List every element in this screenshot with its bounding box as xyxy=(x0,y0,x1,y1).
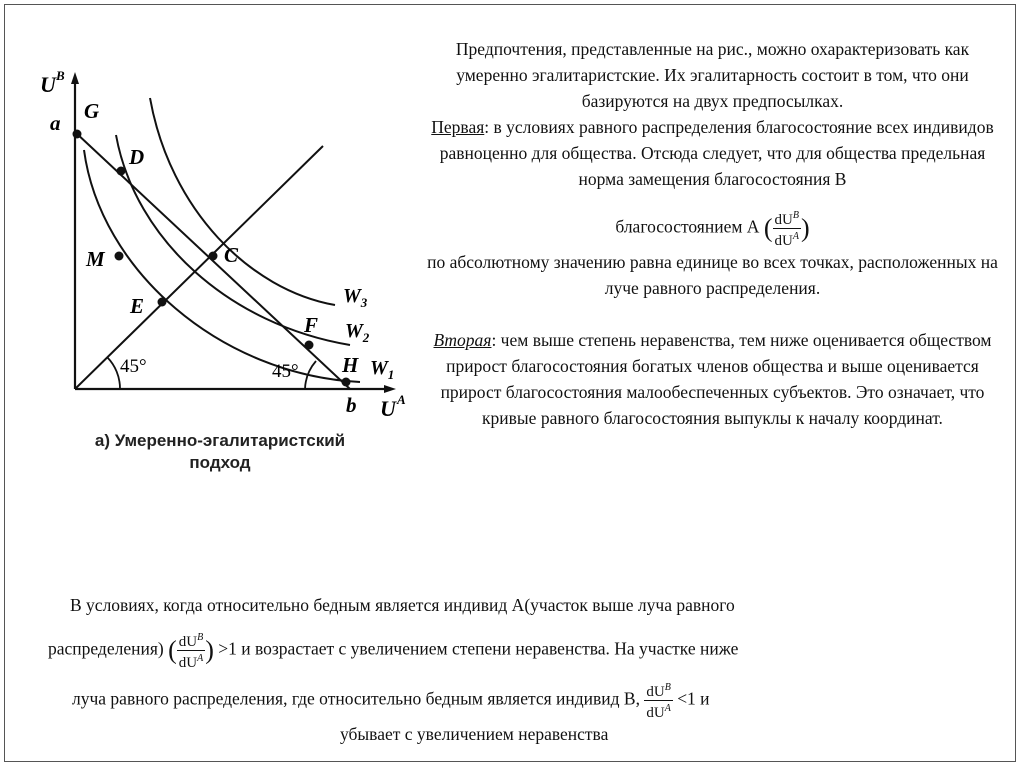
label-E: E xyxy=(130,294,145,318)
diagram-caption xyxy=(40,430,400,474)
caption-line-1: а) Умеренно-эгалитаристский xyxy=(94,431,346,450)
point-D xyxy=(117,167,126,176)
line2-post: >1 и возрастает с увеличением степени неравенства. На участке ниже xyxy=(218,638,739,659)
x-axis-arrow xyxy=(384,385,396,393)
point-F xyxy=(305,341,314,350)
caption-line-2: подход xyxy=(189,453,251,472)
angle-arc-left xyxy=(107,357,120,389)
welfare-a-text: благосостоянием А xyxy=(615,216,760,237)
label-F: F xyxy=(304,313,319,337)
x-axis-label: U xyxy=(380,396,396,421)
x-axis-label-sup: A xyxy=(397,392,406,407)
welfare-a-line xyxy=(425,208,1000,249)
label-M: M xyxy=(86,247,105,271)
bottom-line-2: распределения) ( $\frac{dU^B}{dU^A}$ ) >1 и возрастает с увеличением степени неравенства. На участке ниже xyxy=(48,632,739,671)
y-axis-label: U xyxy=(40,72,56,97)
label-a: a xyxy=(50,111,61,135)
curve-w3 xyxy=(150,98,335,305)
intro-paragraph: Предпочтения, представленные на рис., можно охарактеризовать как умеренно эгалитаристские. Их эгалитарность состоит в том, что они базируются на двух предпосылках. xyxy=(455,39,970,111)
line3-post: <1 и xyxy=(677,688,710,709)
first-label: Первая xyxy=(431,117,485,137)
point-C xyxy=(209,252,218,261)
right-text-column xyxy=(425,36,1000,431)
first-premise xyxy=(425,114,1000,192)
line-a-b xyxy=(75,132,350,389)
bottom-line-4: убывает с увеличением неравенства xyxy=(340,724,609,744)
label-C: C xyxy=(224,243,239,267)
label-H: H xyxy=(342,353,359,377)
bottom-line-3-wrap xyxy=(40,680,980,747)
label-w1: $W_1$ xyxy=(370,357,395,382)
point-G xyxy=(73,130,82,139)
bottom-line-2-wrap xyxy=(40,630,980,671)
bottom-line-3 xyxy=(40,680,980,721)
point-E xyxy=(158,298,167,307)
fraction-line2: $\frac{dU^B}{dU^A}$ xyxy=(178,632,204,671)
line3-pre: луча равного распределения, где относительно бедным является индивид В, xyxy=(72,688,640,709)
label-w2: $W_2$ xyxy=(345,320,370,345)
paren-open: ( xyxy=(763,213,773,243)
angle-label-right: 45° xyxy=(272,361,299,382)
angle-label-left: 45° xyxy=(120,356,147,377)
fraction-line3: $\frac{dU^B}{dU^A}$ xyxy=(646,682,671,721)
equal-distribution-ray xyxy=(75,146,323,389)
second-label: Вторая xyxy=(433,330,492,350)
second-text: : чем выше степень неравенства, тем ниже оценивается обществом прирост благосостояния богатых членов общества и выше оценивается прирост благосостояния малообеспеченных субъектов. Это означает, что кривые равного благосостояния выпуклы к началу координат. xyxy=(440,330,992,428)
label-w3: $W_3$ xyxy=(343,285,368,310)
bottom-text xyxy=(40,592,980,618)
second-premise xyxy=(425,327,1000,431)
fraction-dub-dua: $\frac{dU^B}{dU^A}$ xyxy=(774,210,799,249)
label-D: D xyxy=(129,145,145,169)
first-tail: по абсолютному значению равна единице во всех точках, расположенных на луче равного распределения. xyxy=(427,252,998,298)
line2-pre: распределения) xyxy=(48,638,164,659)
paren-close: ) xyxy=(800,213,810,243)
y-axis-arrow xyxy=(71,72,79,84)
y-axis-label-sup: B xyxy=(56,68,65,83)
curve-w1 xyxy=(84,150,360,382)
label-G: G xyxy=(84,99,100,123)
point-M xyxy=(115,252,124,261)
first-text: : в условиях равного распределения благосостояние всех индивидов равноценно для общества. Отсюда следует, что для общества предельная норма замещения благосостояния В xyxy=(439,117,994,189)
point-H xyxy=(342,378,351,387)
label-b: b xyxy=(346,393,357,417)
bottom-line-1: В условиях, когда относительно бедным является индивид А(участок выше луча равного xyxy=(70,595,735,615)
